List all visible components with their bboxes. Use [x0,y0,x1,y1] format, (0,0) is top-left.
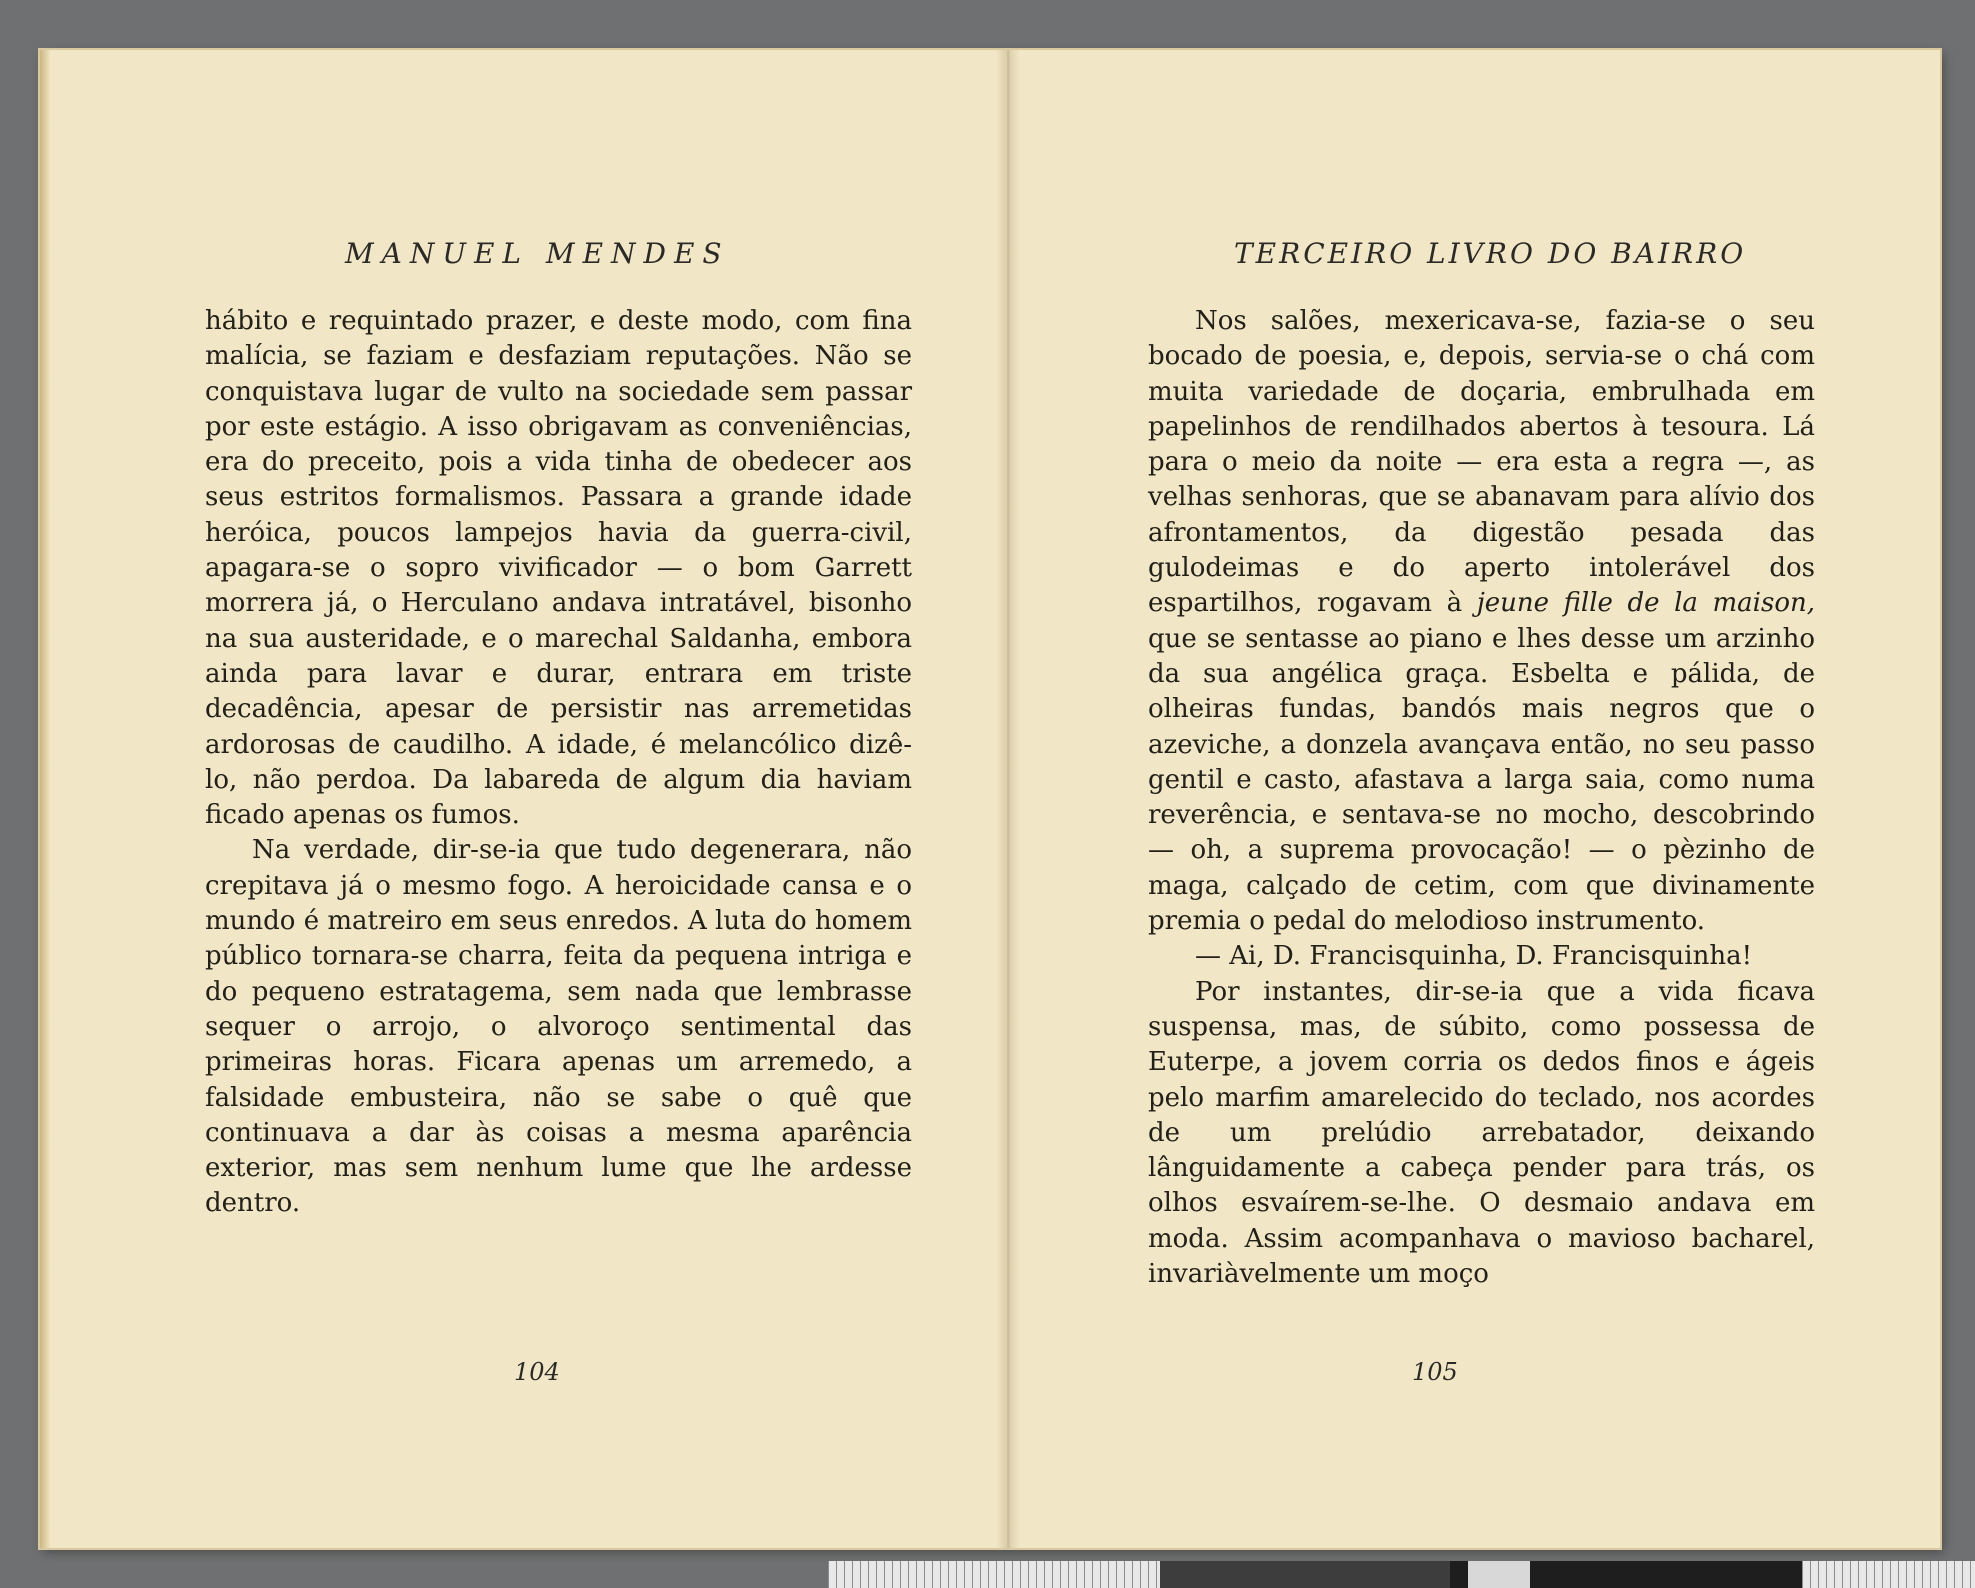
paragraph: Na verdade, dir-se-ia que tudo degenerara, não crepitava já o mesmo fogo. A heroicidade cansa e o mundo é matreiro em seus enredos. A luta do homem público tornara-se charra, feita da pequena intriga e do pequeno estratagema, sem nada que lembrasse sequer o arrojo, o alvoroço sentimental das primeiras horas. Ficara apenas um arremedo, a falsidade embusteira, não se sabe o quê que continuava a dar às coisas a mesma aparência exterior, mas sem nenhum lume que lhe ardesse dentro. [205,835,912,1219]
dialogue-line: — Ai, D. Francisquinha, D. Francisquinha! [1195,941,1753,972]
running-header-left: MANUEL MENDES [345,237,730,270]
page-number-left: 104 [514,1358,560,1386]
paragraph: Por instantes, dir-se-ia que a vida ficava suspensa, mas, de súbito, como possessa de Euterpe, a jovem corria os dedos finos e ágeis pelo marfim amarelecido do teclado, nos acordes de um prelúdio arrebatador, deixando lânguidamente a cabeça pender para trás, os olhos esvaírem-se-lhe. O desmaio andava em moda. Assim acompanhava o mavioso bacharel, invariàvelmente um moço [1148,976,1815,1290]
ruler-white-patch [1468,1561,1530,1588]
paragraph: hábito e requintado prazer, e deste modo, com fina malícia, se faziam e desfaziam reputações. Não se conquistava lugar de vulto na sociedade sem passar por este estágio. A isso obrigavam as conveniências, era do preceito, pois a vida tinha de obedecer aos seus estritos formalismos. Passara a grande idade heróica, poucos lampejos havia da guerra-civil, apagara-se o sopro vivificador — o bom Garrett morrera já, o Herculano andava intratável, bisonho na sua austeridade, e o marechal Saldanha, embora ainda para lavar e durar, entrara em triste decadência, apesar de persistir nas arremetidas ardorosas de caudilho. A idade, é melancólico dizê-lo, não perdoa. Da labareda de algum dia haviam ficado apenas os fumos. [205,306,912,831]
running-header-right: TERCEIRO LIVRO DO BAIRRO [1234,237,1747,270]
italic-phrase: jeune fille de la maison, [1476,588,1815,619]
body-text-left [205,304,912,1222]
body-text-right [1148,304,1815,1292]
scan-color-ruler [828,1561,1975,1588]
page-number-right: 105 [1412,1358,1458,1386]
right-page [1006,50,1940,1548]
paragraph-text: Nos salões, mexericava-se, fazia-se o seu bocado de poesia, e, depois, servia-se o chá com muita variedade de doçaria, embrulhada em papelinhos de rendilhados abertos à tesoura. Lá para o meio da noite — era esta a regra —, as velhas senhoras, que se abanavam para alívio dos afrontamentos, da digestão pesada das gulodeimas e do aperto intolerável dos espartilhos, rogavam à [1148,306,1815,619]
ruler-scale [828,1561,1160,1588]
ruler-scale [1802,1561,1975,1588]
ruler-grey-patch [1160,1561,1450,1588]
left-page [40,50,1006,1548]
paragraph-text: que se sentasse ao piano e lhes desse um arzinho da sua angélica graça. Esbelta e pálida, de olheiras fundas, bandós mais negros que o azeviche, a donzela avançava então, no seu passo gentil e casto, afastava a larga saia, como numa reverência, e sentava-se no mocho, descobrindo — oh, a suprema provocação! — o pèzinho de maga, calçado de cetim, com que divinamente premia o pedal do melodioso instrumento. [1148,623,1815,937]
open-book [40,50,1940,1548]
paragraph [1148,304,1815,939]
